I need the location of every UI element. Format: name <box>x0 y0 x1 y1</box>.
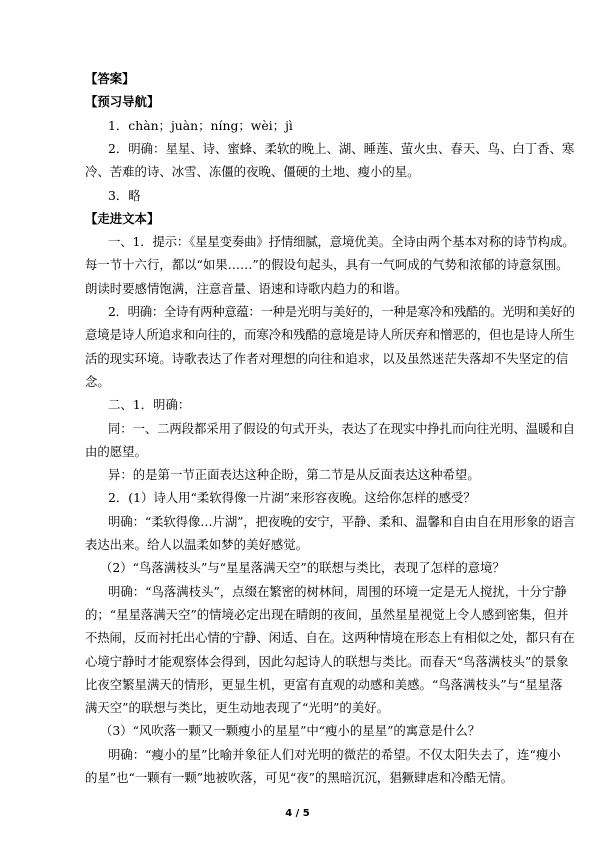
text-line: 比夜空繁星满天的情形，更显生机，更富有直观的动感和美感。“鸟落满枝头”与“星星落 <box>85 677 563 692</box>
text-line: 二、1．明确： <box>108 397 191 412</box>
text-line: 念。 <box>85 374 110 389</box>
text-line: 3．略 <box>108 188 141 203</box>
text-line: 活的现实环境。诗歌表达了作者对理想的向往和追求，以及虽然迷茫失落却不失坚定的信 <box>85 351 569 366</box>
text-line: 冷、苦难的诗、冰雪、冻僵的夜晚、僵硬的土地、瘦小的星。 <box>85 164 420 179</box>
text-line: 明确：“鸟落满枝头”，点缀在繁密的树林间，周围的环境一定是无人搅扰，十分宁静 <box>108 584 567 599</box>
text-line: 表达出来。给人以温柔如梦的美好感觉。 <box>85 537 309 552</box>
text-line: 2．(1）诗人用“柔软得像一片湖”来形容夜晚。这给你怎样的感受？ <box>108 490 476 505</box>
text-line: 明确：“瘦小的星”比喻并象征人们对光明的微茫的希望。不仅太阳失去了，连“瘦小 <box>108 747 561 762</box>
text-line: 意境是诗人所追求和向往的，而寒冷和残酷的意境是诗人所厌弃和憎恶的，但也是诗人所生 <box>85 327 575 342</box>
text-line: 1．chàn；juàn；níng；wèi；jì <box>108 118 293 133</box>
text-line: 朗读时要感情饱满，注意音量、语速和诗歌内趋力的和谐。 <box>85 281 408 296</box>
text-line: 一、1．提示：《星星变奏曲》抒情细腻，意境优美。全诗由两个基本对称的诗节构成。 <box>108 234 575 249</box>
page-number: 4 / 5 <box>285 808 310 819</box>
text-line: 2．明确：星星、诗、蜜蜂、柔软的晚上、湖、睡莲、萤火虫、春天、鸟、白丁香、寒 <box>108 141 575 156</box>
section-heading-preview: 【预习导航】 <box>85 94 160 109</box>
text-line: 明确：“柔软得像…片湖”，把夜晚的安宁，平静、柔和、温馨和自由自在用形象的语言 <box>108 514 576 529</box>
text-line: 的；“星星落满天空”的情境必定出现在晴朗的夜间，虽然星星视觉上令人感到密集，但并 <box>85 607 569 622</box>
section-heading-text: 【走进文本】 <box>85 211 160 226</box>
text-line: 异：的是第一节正面表达这种企盼，第二节是从反面表达这种希望。 <box>108 467 480 482</box>
text-line: 不热闹，反而衬托出心情的宁静、闲适、自在。这两种情境在形态上有相似之处，都只有在 <box>85 630 575 645</box>
section-heading-answer: 【答案】 <box>85 71 135 86</box>
text-line: （3）“风吹落一颗又一颗瘦小的星星”中“瘦小的星星”的寓意是什么？ <box>100 723 481 738</box>
text-line: 同：一、二两段都采用了假设的句式开头，表达了在现实中挣扎而向往光明、温暖和自 <box>108 421 575 436</box>
text-line: 由的愿望。 <box>85 444 147 459</box>
text-line: （2）“鸟落满枝头”与“星星落满天空”的联想与类比，表现了怎样的意境？ <box>100 560 505 575</box>
text-line: 满天空”的联想与类比，更生动地表现了“光明”的美好。 <box>85 700 389 715</box>
text-line: 的星”也“一颗有一颗”地被吹落，可见“夜”的黑暗沉沉，猖獗肆虐和冷酷无情。 <box>85 770 514 785</box>
text-line: 2．明确：全诗有两种意蕴：一种是光明与美好的，一种是寒冷和残酷的。光明和美好的 <box>108 304 575 319</box>
text-line: 每一节十六行，都以“如果……”的假设句起头，具有一气呵成的气势和浓郁的诗意氛围。 <box>85 257 569 272</box>
text-line: 心境宁静时才能观察体会得到，因此勾起诗人的联想与类比。而春天“鸟落满枝头”的景象 <box>85 654 569 669</box>
